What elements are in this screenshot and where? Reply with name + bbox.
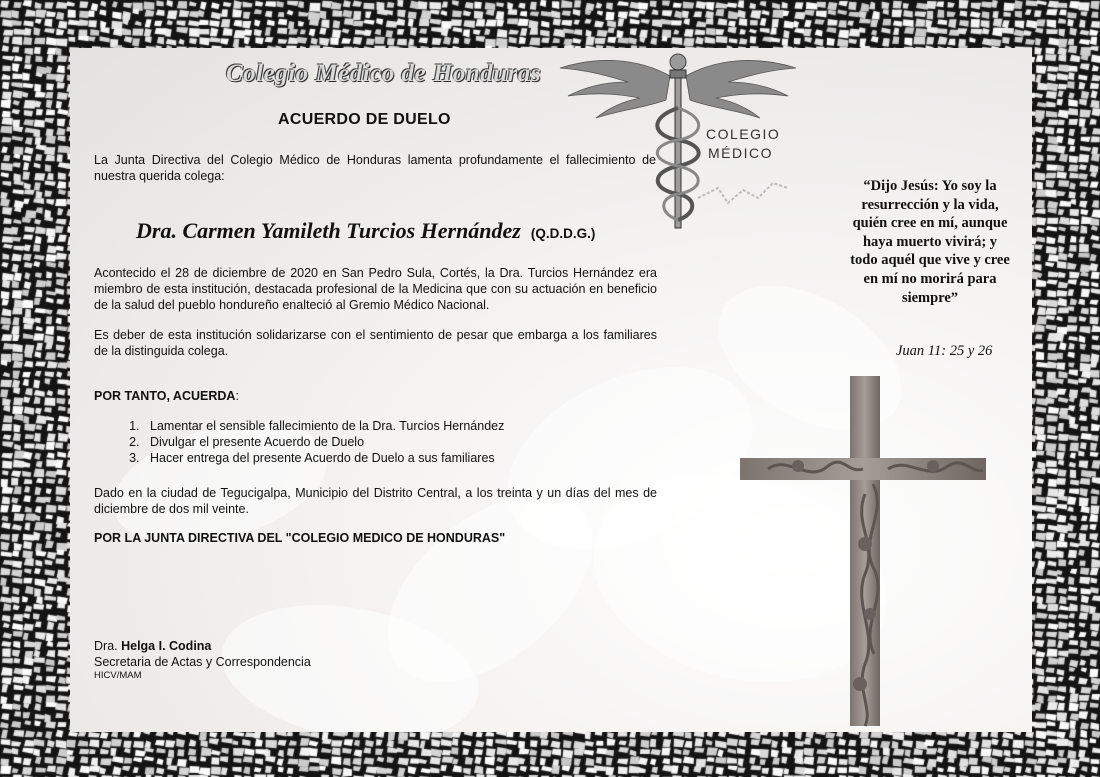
document-title: ACUERDO DE DUELO <box>278 111 451 128</box>
signature-name: Helga I. Codina <box>121 639 212 653</box>
given-text: Dado en la ciudad de Tegucigalpa, Municipio del Distrito Central, a los treinta y un días del mes de diciembre de dos mil veinte. <box>94 486 657 516</box>
deceased-suffix: (Q.D.D.G.) <box>530 226 596 241</box>
list-item: 2. Divulgar el presente Acuerdo de Duelo <box>143 434 703 450</box>
resolution-heading-line <box>94 388 239 404</box>
resolution-list <box>94 418 703 466</box>
list-item: 1. Lamentar el sensible fallecimiento de la Dra. Turcios Hernández <box>143 418 703 434</box>
list-item: 3. Hacer entrega del presente Acuerdo de Duelo a sus familiares <box>143 450 703 466</box>
signature-block <box>94 638 311 681</box>
deceased-name: Dra. Carmen Yamileth Turcios Hernández <box>136 218 521 243</box>
resolution-colon: : <box>235 389 239 403</box>
bible-quote: “Dijo Jesús: Yo soy la resurrección y la vida, quién cree en mí, aunque haya muerto vivirá; y todo aquél que vive y cree en mí no morirá para siempre” <box>850 178 1010 306</box>
institution-header: Colegio Médico de Honduras <box>226 60 542 87</box>
document-page <box>70 48 1032 732</box>
signature-role: Secretaria de Actas y Correspondencia <box>94 655 311 669</box>
signature-prefix: Dra. <box>94 639 122 653</box>
quote-reference: Juan 11: 25 y 26 <box>896 343 993 359</box>
logo-line1: COLEGIO <box>706 126 781 142</box>
signature-initials: HICV/MAM <box>94 670 142 681</box>
paragraph-2: Es deber de esta institución solidarizarse con el sentimiento de pesar que embarga a los familiares de la distinguida colega. <box>94 328 657 358</box>
cross-icon <box>738 374 988 732</box>
paragraph-1: Acontecido el 28 de diciembre de 2020 en San Pedro Sula, Cortés, la Dra. Turcios Hernández era miembro de esta institución, destacada profesional de la Medicina que con su actuación en beneficio de la salud del pueblo hondureño enalteció al Gremio Médico Nacional. <box>94 266 657 312</box>
intro-text: La Junta Directiva del Colegio Médico de Honduras lamenta profundamente el fallecimiento de nuestra querida colega: <box>94 153 656 183</box>
closing-text: POR LA JUNTA DIRECTIVA DEL "COLEGIO MEDICO DE HONDURAS" <box>94 531 506 545</box>
resolution-heading: POR TANTO, ACUERDA <box>94 389 236 403</box>
logo-line2: MÉDICO <box>708 145 773 161</box>
deceased-name-line <box>136 218 595 244</box>
